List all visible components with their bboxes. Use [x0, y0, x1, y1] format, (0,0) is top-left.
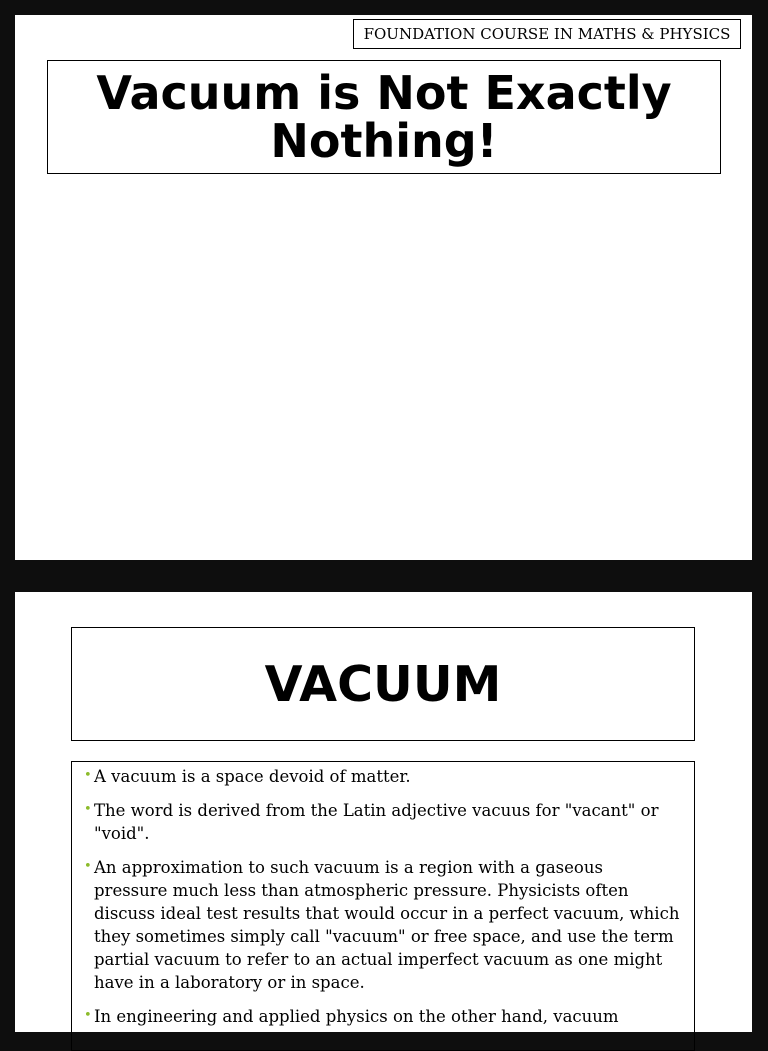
title-box	[47, 60, 721, 174]
bullet-item	[84, 765, 680, 788]
course-label: FOUNDATION COURSE IN MATHS & PHYSICS	[353, 19, 741, 49]
bullet-icon: •	[84, 768, 92, 783]
bullet-icon: •	[84, 1008, 92, 1023]
bullet-text: The word is derived from the Latin adjective vacuus for "vacant" or "void".	[94, 801, 659, 843]
bullet-text: In engineering and applied physics on the other hand, vacuum	[94, 1007, 619, 1026]
slide-2	[15, 592, 752, 1032]
bullet-icon: •	[84, 859, 92, 874]
bullet-item	[84, 856, 680, 994]
bullet-text: An approximation to such vacuum is a region with a gaseous pressure much less than atmospheric pressure. Physicists often discuss ideal test results that would occur in a perfect vacuum, which they sometimes simply call "vacuum" or free space, and use the term partial vacuum to refer to an actual imperfect vacuum as one might have in a laboratory or in space.	[94, 858, 680, 992]
bullet-list	[72, 762, 694, 1028]
slide-1	[15, 15, 752, 560]
content-box	[71, 761, 695, 1051]
slide-title: Vacuum is Not Exactly Nothing!	[96, 66, 672, 168]
bullet-icon: •	[84, 802, 92, 817]
title-box	[71, 627, 695, 741]
slide-title: VACUUM	[264, 655, 502, 713]
bullet-text: A vacuum is a space devoid of matter.	[94, 767, 411, 786]
bullet-item	[84, 1005, 680, 1028]
bullet-item	[84, 799, 680, 845]
